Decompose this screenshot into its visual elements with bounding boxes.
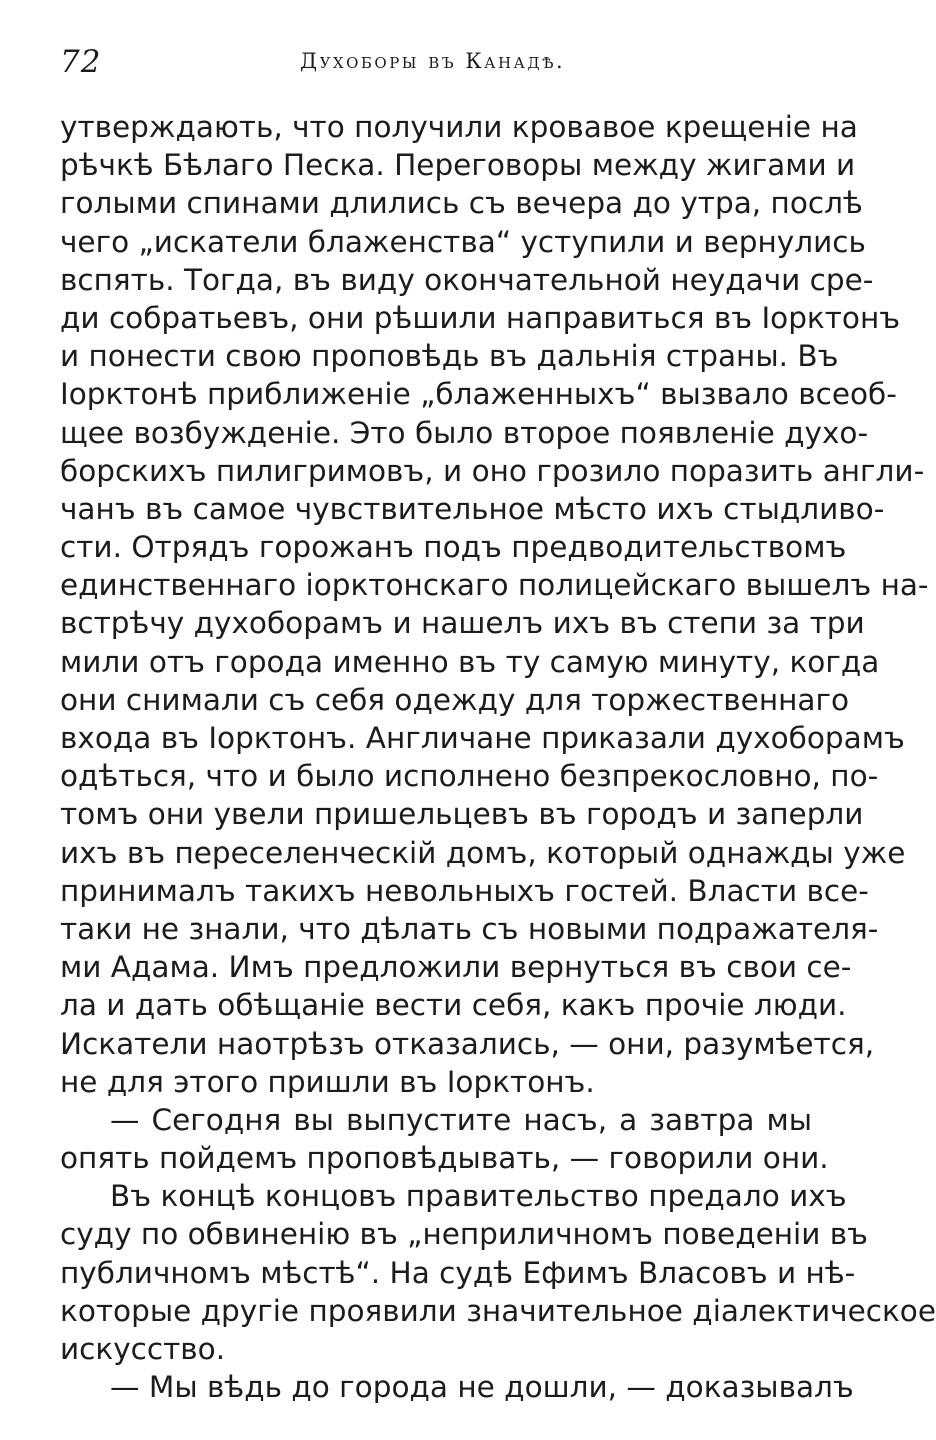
text-line: чего „искатели блаженства“ уступили и вернулись [60,224,866,259]
text-line: — Сегодня вы выпустите насъ, а завтра мы [110,1102,812,1137]
text-line: вспять. Тогда, въ виду окончательной неудачи сре- [60,262,874,297]
text-line: Искатели наотрѣзъ отказались, — они, разумѣется, [60,1026,875,1061]
text-line: Іорктонѣ приближеніе „блаженныхъ“ вызвало всеоб- [60,377,897,412]
text-line: щее возбужденіе. Это было второе появленіе духо- [60,415,869,450]
text-line: томъ они увели пришельцевъ въ городъ и заперли [60,797,864,832]
text-line: опять пойдемъ проповѣдывать, — говорили они. [60,1141,829,1176]
text-line: ла и дать обѣщаніе вести себя, какъ прочіе люди. [60,988,847,1023]
text-line: чанъ въ самое чувствительное мѣсто ихъ стыдливо- [60,491,885,526]
running-title: Духоборы въ Канадѣ. [300,49,566,73]
text-line: единственнаго іорктонскаго полицейскаго вышелъ на- [60,568,929,603]
text-line: борскихъ пилигримовъ, и оно грозило поразить англи- [60,453,925,488]
text-line: рѣчкѣ Бѣлаго Песка. Переговоры между жигами и [60,148,856,183]
text-line: не для этого пришли въ Іорктонъ. [60,1064,595,1099]
page-number: 72 [60,44,102,80]
text-line: сти. Отрядъ горожанъ подъ предводительствомъ [60,530,847,565]
text-line: ми Адама. Имъ предложили вернуться въ свои се- [60,950,852,985]
text-line: встрѣчу духоборамъ и нашелъ ихъ въ степи за три [60,606,865,641]
text-line: они снимали съ себя одежду для торжественнаго [60,682,850,717]
text-line: одѣться, что и было исполнено безпрекословно, по- [60,759,879,794]
text-line: — Мы вѣдь до города не дошли, — доказывалъ [110,1370,854,1405]
text-line: Въ концѣ концовъ правительство предало ихъ [110,1179,847,1214]
text-line: мили отъ города именно въ ту самую минуту, когда [60,644,880,679]
text-line: утверждають, что получили кровавое крещеніе на [60,110,858,144]
page-header [60,44,820,88]
text-line: таки не знали, что дѣлать съ новыми подражателя- [60,911,879,946]
text-line: и понести свою проповѣдь въ дальнія страны. Въ [60,339,839,374]
text-line: голыми спинами длились съ вечера до утра, послѣ [60,186,863,221]
text-line: входа въ Іорктонъ. Англичане приказали духоборамъ [60,721,905,755]
text-line: публичномъ мѣстѣ“. На судѣ Ефимъ Власовъ и нѣ- [60,1255,856,1290]
text-line: ихъ въ переселенческій домъ, который однажды уже [60,835,906,870]
text-line: искусство. [60,1332,226,1366]
text-line: ди собратьевъ, они рѣшили направиться въ Іорктонъ [60,300,901,335]
text-line: принималъ такихъ невольныхъ гостей. Власти все- [60,873,869,908]
body-text [60,108,936,1406]
text-line: которые другіе проявили значительное діалектическое [60,1293,936,1328]
text-line: суду по обвиненію въ „неприличномъ поведеніи въ [60,1217,869,1252]
